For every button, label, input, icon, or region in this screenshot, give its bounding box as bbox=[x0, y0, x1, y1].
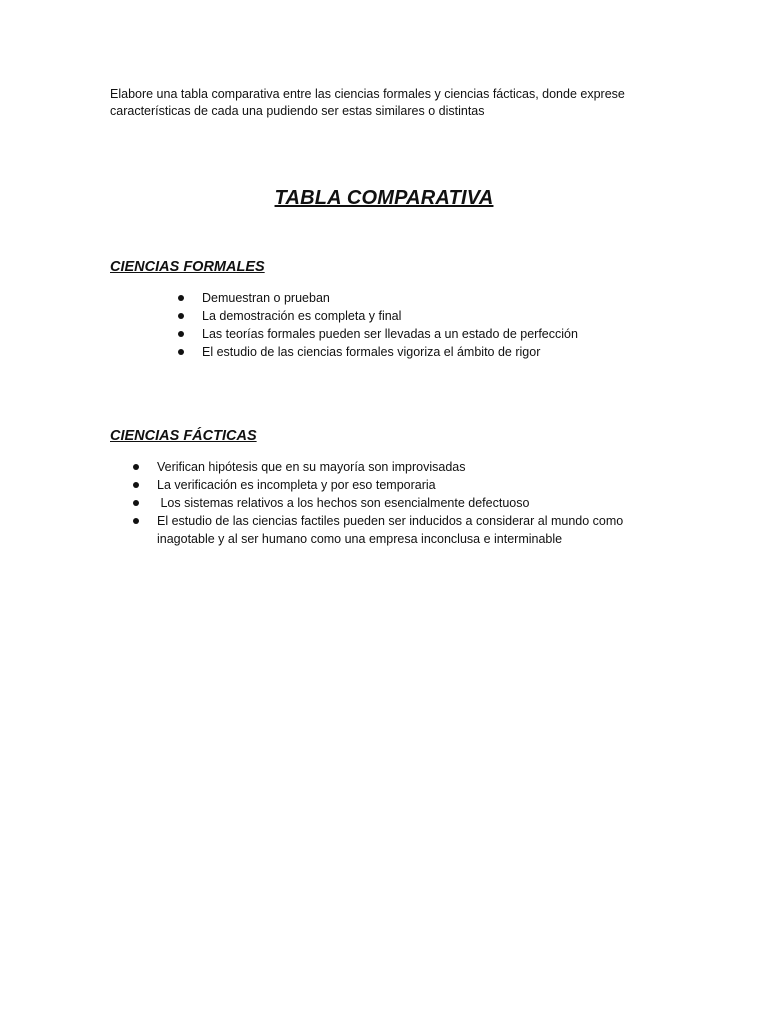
bullet-icon bbox=[178, 331, 184, 337]
list-item bbox=[157, 512, 657, 548]
list-item bbox=[202, 343, 722, 361]
list-item-text: Verifican hipótesis que en su mayoría son improvisadas bbox=[157, 460, 466, 474]
bullet-icon bbox=[133, 464, 139, 470]
list-item-text: Los sistemas relativos a los hechos son esencialmente defectuoso bbox=[157, 496, 530, 510]
list-item-text: El estudio de las ciencias formales vigoriza el ámbito de rigor bbox=[202, 345, 541, 359]
bullet-icon bbox=[133, 518, 139, 524]
section-title-facticas: CIENCIAS FÁCTICAS bbox=[110, 428, 257, 444]
list-item bbox=[157, 494, 657, 512]
intro-paragraph bbox=[110, 86, 670, 120]
section-title-formales: CIENCIAS FORMALES bbox=[110, 259, 265, 275]
bullet-icon bbox=[133, 482, 139, 488]
bullet-icon bbox=[178, 295, 184, 301]
list-formales bbox=[202, 289, 722, 361]
list-item bbox=[157, 476, 657, 494]
intro-line-2: características de cada una pudiendo ser estas similares o distintas bbox=[110, 104, 485, 118]
bullet-icon bbox=[178, 349, 184, 355]
list-item bbox=[202, 307, 722, 325]
list-item-text: La verificación es incompleta y por eso temporaria bbox=[157, 478, 436, 492]
bullet-icon bbox=[133, 500, 139, 506]
list-item bbox=[202, 289, 722, 307]
list-item bbox=[202, 325, 722, 343]
page-title: TABLA COMPARATIVA bbox=[274, 187, 494, 209]
intro-line-1: Elabore una tabla comparativa entre las ciencias formales y ciencias fácticas, donde exprese bbox=[110, 87, 625, 101]
list-item bbox=[157, 458, 657, 476]
list-facticas bbox=[157, 458, 657, 548]
bullet-icon bbox=[178, 313, 184, 319]
list-item-text: Demuestran o prueban bbox=[202, 291, 330, 305]
list-item-text: Las teorías formales pueden ser llevadas a un estado de perfección bbox=[202, 327, 578, 341]
list-item-text: El estudio de las ciencias factiles pueden ser inducidos a considerar al mundo como inagotable y al ser humano como una empresa inconclusa e interminable bbox=[157, 514, 624, 546]
list-item-text: La demostración es completa y final bbox=[202, 309, 402, 323]
